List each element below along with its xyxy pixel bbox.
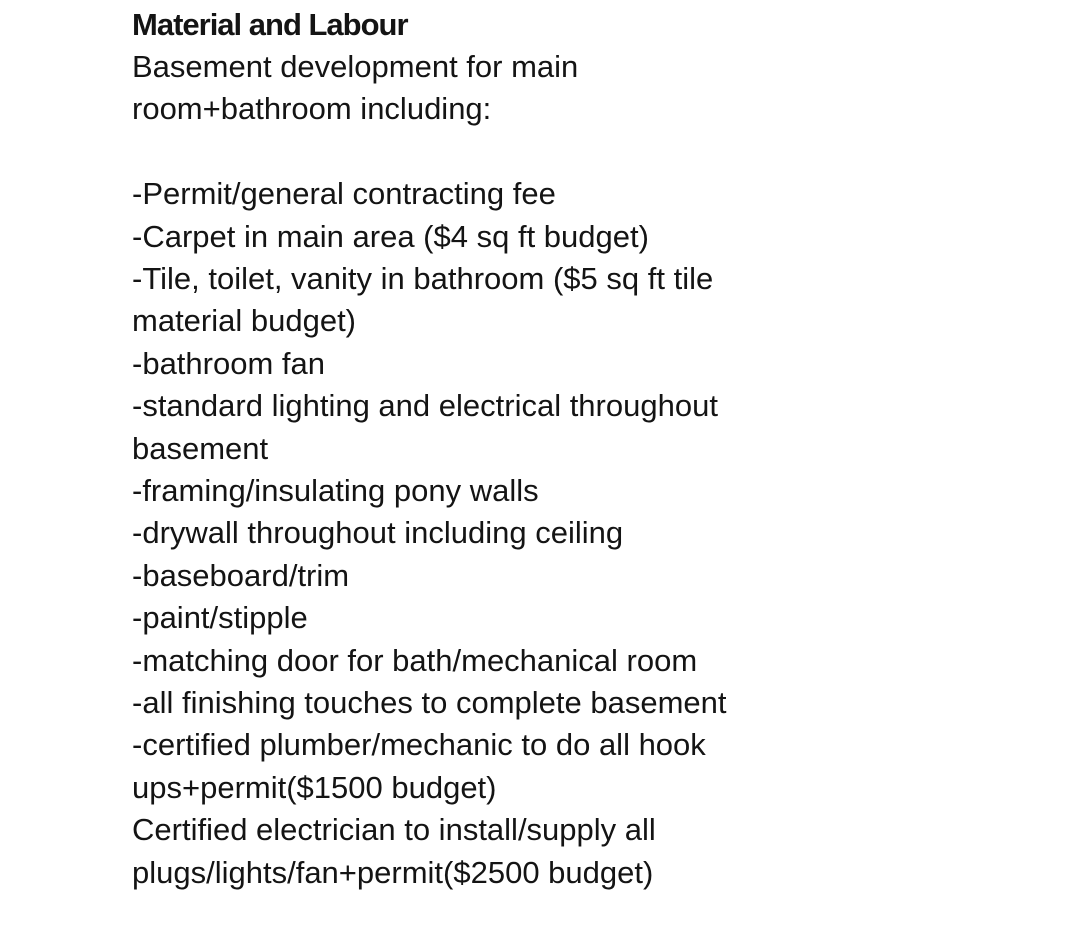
list-item: -paint/stipple bbox=[132, 600, 308, 636]
list-item: -Tile, toilet, vanity in bathroom ($5 sq ft tile bbox=[132, 261, 714, 297]
list-item: Certified electrician to install/supply all bbox=[132, 812, 656, 848]
document-body bbox=[132, 4, 1052, 894]
list-item: -certified plumber/mechanic to do all hook bbox=[132, 727, 706, 763]
list-item: -Carpet in main area ($4 sq ft budget) bbox=[132, 218, 649, 254]
list-item: -standard lighting and electrical throughout bbox=[132, 388, 718, 424]
list-item-continuation: basement bbox=[132, 430, 269, 466]
list-item: -Permit/general contracting fee bbox=[132, 176, 556, 212]
list-item: -framing/insulating pony walls bbox=[132, 473, 539, 509]
intro-line: room+bathroom including: bbox=[132, 91, 492, 127]
list-item-continuation: material budget) bbox=[132, 303, 357, 339]
list-item: -drywall throughout including ceiling bbox=[132, 515, 624, 551]
list-item: -bathroom fan bbox=[132, 345, 325, 381]
list-item-continuation: ups+permit($1500 budget) bbox=[132, 769, 497, 805]
list-item: -all finishing touches to complete basement bbox=[132, 685, 727, 721]
blank-line bbox=[132, 131, 1052, 173]
list-item-continuation: plugs/lights/fan+permit($2500 budget) bbox=[132, 854, 654, 890]
list-item: -baseboard/trim bbox=[132, 557, 350, 593]
list-item: -matching door for bath/mechanical room bbox=[132, 642, 698, 678]
intro-line: Basement development for main bbox=[132, 49, 579, 84]
document-heading: Material and Labour bbox=[132, 7, 408, 42]
